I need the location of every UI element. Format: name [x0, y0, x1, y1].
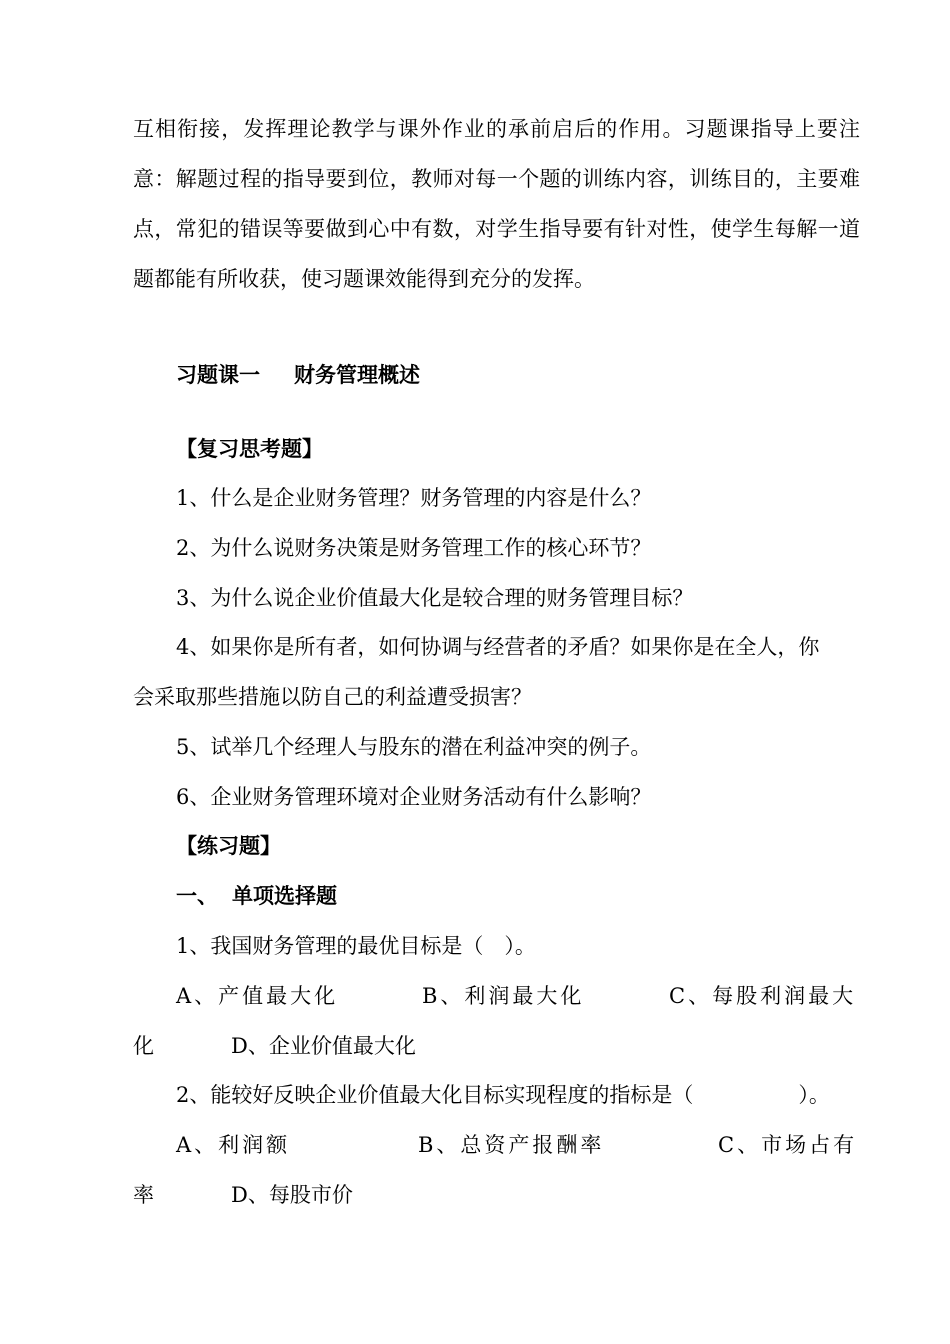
review-item-4-cont: 会采取那些措施以防自己的利益遭受损害？	[133, 685, 532, 709]
review-item-4: 4、如果你是所有者，如何协调与经营者的矛盾？如果你是在全人，你	[176, 635, 820, 659]
part-heading	[176, 882, 903, 910]
review-item-3: 3、为什么说企业价值最大化是较合理的财务管理目标？	[176, 586, 694, 610]
q1-option-d: D、企业价值最大化	[231, 1034, 416, 1058]
q2-option-d: D、每股市价	[231, 1183, 353, 1207]
q1-stem: 1、我国财务管理的最优目标是（ ）。	[176, 934, 536, 958]
q2-option-b: B、总资产报酬率	[418, 1133, 605, 1157]
review-item-6: 6、企业财务管理环境对企业财务活动有什么影响？	[176, 785, 652, 809]
review-item-2: 2、为什么说财务决策是财务管理工作的核心环节？	[176, 536, 652, 560]
q2-stem: 2、能较好反映企业价值最大化目标实现程度的指标是（ ）。	[176, 1083, 830, 1107]
q1-option-b: B、利润最大化	[422, 984, 585, 1008]
q1-option-a: A、产值最大化	[176, 984, 339, 1008]
section-number: 习题课一	[176, 363, 260, 387]
review-heading: 【复习思考题】	[176, 437, 323, 461]
exercise-heading: 【练习题】	[176, 834, 281, 858]
review-item-5: 5、试举几个经理人与股东的潜在利益冲突的例子。	[176, 735, 652, 759]
intro-paragraph: 互相衔接，发挥理论教学与课外作业的承前启后的作用。习题课指导上要注意：解题过程的指导要到位，教师对每一个题的训练内容，训练目的，主要难点，常犯的错误等要做到心中有数，对学生指导要有针对性，使学生每解一道题都能有所收获，使习题课效能得到充分的发挥。	[133, 117, 860, 291]
section-name: 财务管理概述	[294, 363, 420, 387]
part-number: 一、	[176, 884, 218, 908]
section-title	[176, 361, 903, 389]
part-title: 单项选择题	[232, 884, 337, 908]
review-item-1: 1、什么是企业财务管理？财务管理的内容是什么？	[176, 486, 652, 510]
q1-option-c-cont: 化	[133, 1034, 157, 1058]
q2-option-a: A、利润额	[176, 1133, 291, 1157]
q2-option-c-cont: 率	[133, 1183, 157, 1207]
q2-option-c: C、市场占有	[718, 1133, 858, 1157]
q1-option-c: C、每股利润最大	[669, 984, 857, 1008]
